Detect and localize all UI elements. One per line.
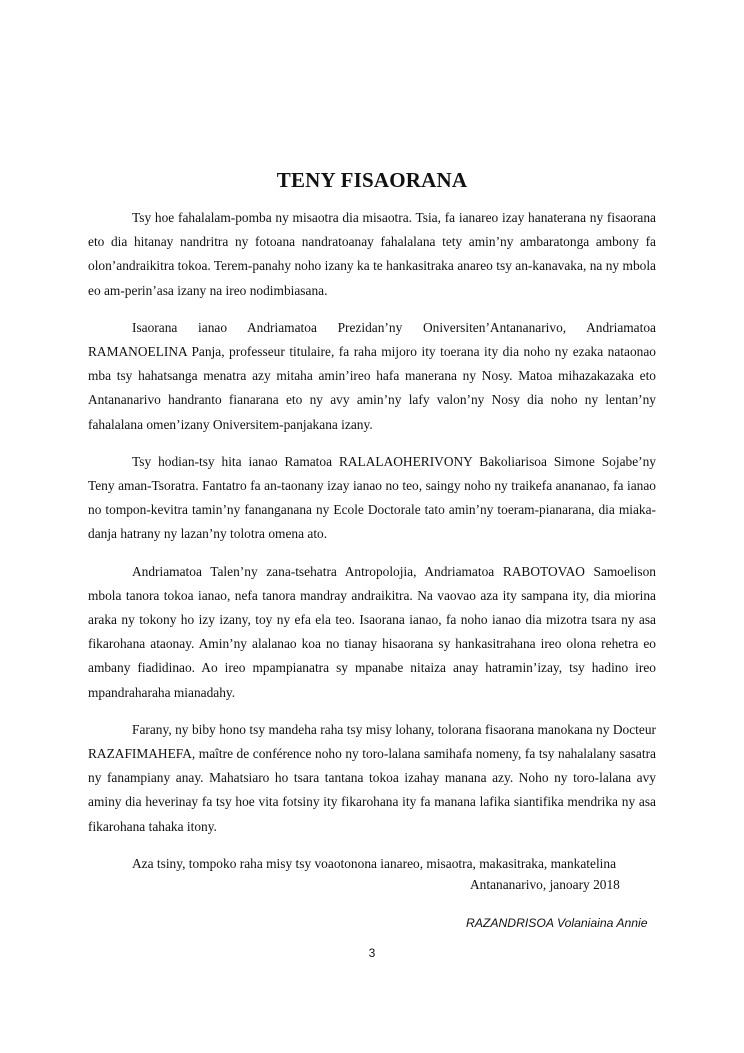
author-signature: RAZANDRISOA Volaniaina Annie: [466, 916, 648, 930]
paragraph-sojabe: Tsy hodian-tsy hita ianao Ramatoa RALALAOHERIVONY Bakoliarisoa Simone Sojabe’ny Teny aman-Tsoratra. Fantatro fa an-taonany izay ianao no teo, saingy noho ny traikefa anananao, fa ianao no tompon-kevitra tamin’ny fananganana ny Ecole Doctorale tato amin’ny toeram-pianarana, dia miaka-danja hatrany ny lazan’ny tolotra omena ato.: [88, 453, 656, 542]
place-date: Antananarivo, janoary 2018: [470, 877, 620, 892]
paragraph-intro: Tsy hoe fahalalam-pomba ny misaotra dia misaotra. Tsia, fa ianareo izay hanaterana ny fisaorana eto dia hitanay nandritra ny fotoana nandratoanay fahalalana tety amin’ny ambaratonga ambony fa olon’andraikitra tokoa. Terem-panahy noho izany ka te hankasitraka anareo tsy an-kanavaka, na ny mbola eo am-perin’asa izany na ireo nodimbiasana.: [88, 210, 656, 298]
page-number: 3: [368, 946, 376, 960]
body-text: [88, 206, 656, 876]
paragraph-supervisor: Farany, ny biby hono tsy mandeha raha tsy misy lohany, tolorana fisaorana manokana ny Docteur RAZAFIMAHEFA, maître de conférence noho ny toro-lalana samihafa nomeny, fa tsy nahalalany sasatra ny fanampiany anay. Mahatsiaro ho tsara tantana tokoa izahay manana azy. Noho ny toro-lalana avy aminy dia heverinay fa tsy hoe vita fotsiny ity fikarohana ity fa manana lafika siantifika mendrika ny asa fikarohana tahaka itony.: [88, 721, 656, 834]
paragraph-director: Andriamatoa Talen’ny zana-tsehatra Antropolojia, Andriamatoa RABOTOVAO Samoelison mbola tanora tokoa ianao, nefa tanora mandray andraikitra. Na vaovao aza ity sampana ity, dia miorina araka ny tokony ho izy izany, toy ny efa ela teo. Isaorana ianao, fa noho ianao dia mizotra tsara ny asa fikarohana ataonay. Amin’ny alalanao koa no tianay hisaorana sy hankasitrahana ireo olona rehetra eo ambany fiadidinao. Ao ireo mpampianatra sy mpanabe nitaiza anay hatramin’izay, tsy hadino ireo mpandraharaha mianadahy.: [88, 563, 656, 700]
paragraph-president: Isaorana ianao Andriamatoa Prezidan’ny Oniversiten’Antananarivo, Andriamatoa RAMANOELINA Panja, professeur titulaire, fa raha mijoro ity toerana ity dia noho ny ezaka nataonao mba tsy hahatsanga menatra azy mitaha amin’ireo hafa manerana ny Nosy. Matoa mihazakazaka eto Antananarivo handranto fianarana eto ny avy amin’ny lafy valon’ny Nosy dia noho ny lentan’ny fahalalana omen’izany Oniversitem-panjakana izany.: [88, 319, 656, 432]
page-title: TENY FISAORANA: [276, 168, 468, 192]
closing-line: Aza tsiny, tompoko raha misy tsy voaotonona ianareo, misaotra, makasitraka, mankatelina: [132, 855, 617, 871]
